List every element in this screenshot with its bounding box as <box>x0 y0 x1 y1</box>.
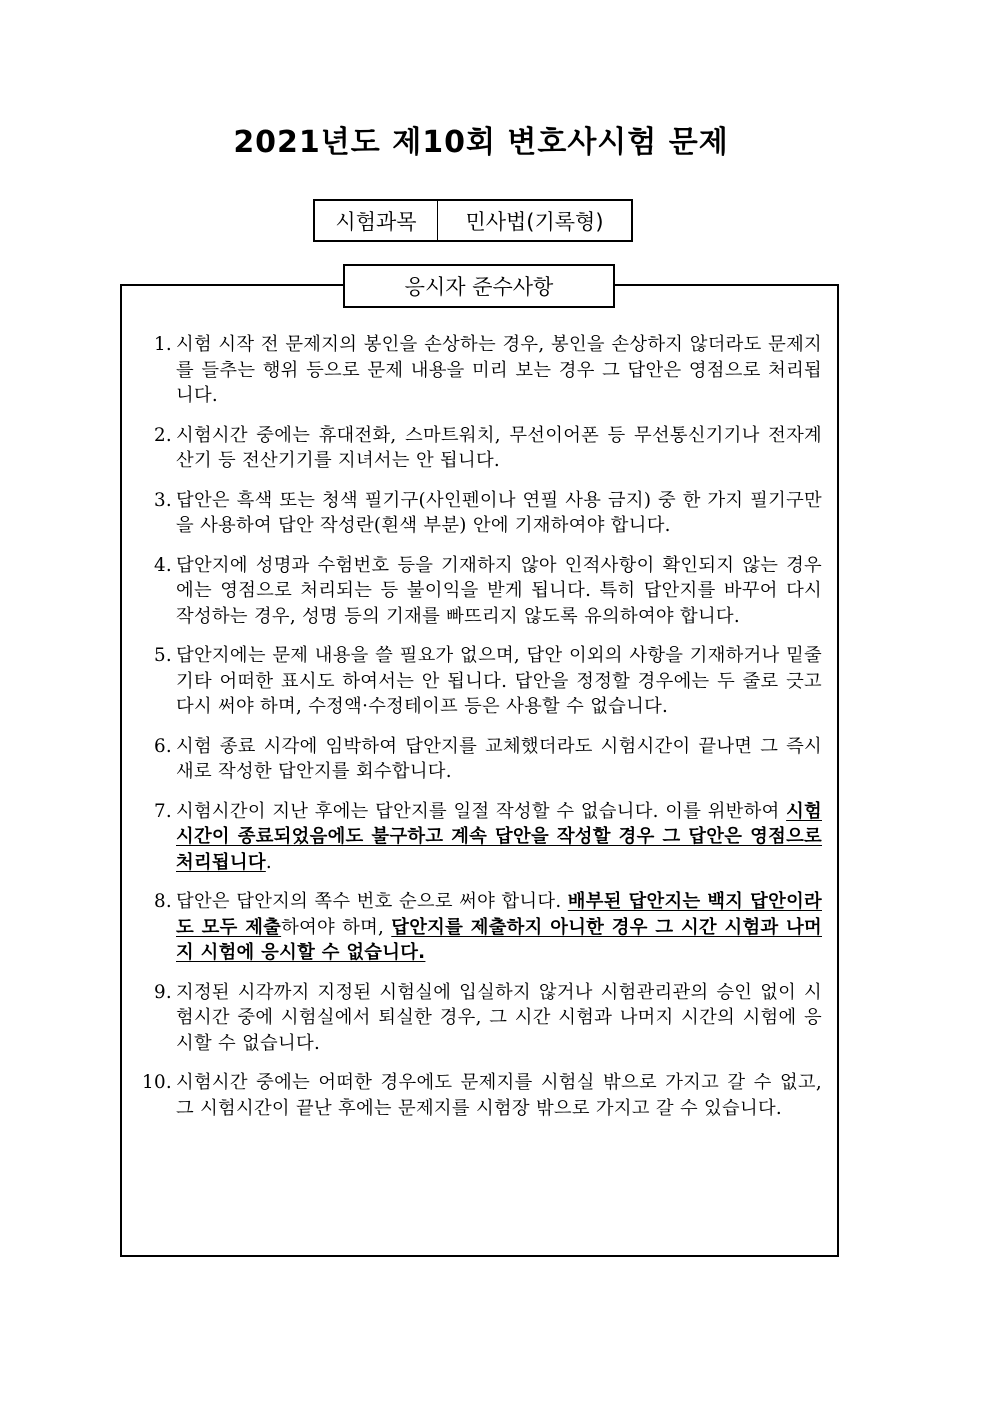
rule-item-9 <box>140 980 822 1057</box>
rule-text: 시험시간 중에는 어떠한 경우에도 문제지를 시험실 밖으로 가지고 갈 수 없고, 그 시험시간이 끝난 후에는 문제지를 시험장 밖으로 가지고 갈 수 있습니다. <box>176 1072 822 1119</box>
rule-text: 시험 시작 전 문제지의 봉인을 손상하는 경우, 봉인을 손상하지 않더라도 문제지를 들추는 행위 등으로 문제 내용을 미리 보는 경우 그 답안은 영점으로 처리됩니다. <box>176 334 822 406</box>
rule-item-4 <box>140 553 822 630</box>
page-title: 2021년도 제10회 변호사시험 문제 <box>233 125 729 160</box>
subject-value: 민사법(기록형) <box>465 209 604 234</box>
rule-number: 2. <box>153 424 172 446</box>
rule-number: 7. <box>153 800 172 822</box>
rule-number: 10. <box>142 1072 172 1093</box>
rule-number: 8. <box>153 891 172 912</box>
rule-item-7 <box>140 799 822 876</box>
rule-emphasis: 답안지를 제출하지 아니한 경우 그 시간 시험과 나머지 시험에 응시할 수 없습니다. <box>176 916 822 963</box>
rule-text: 답안지에 성명과 수험번호 등을 기재하지 않아 인적사항이 확인되지 않는 경우에는 영점으로 처리되는 등 불이익을 받게 됩니다. 특히 답안지를 바꾸어 다시 작성하는 경우, 성명 등의 기재를 빠뜨리지 않도록 유의하여야 합니다. <box>176 554 822 627</box>
rule-item-1 <box>140 332 822 409</box>
rule-number: 4. <box>153 554 172 576</box>
rule-text: . <box>265 851 272 873</box>
rule-text: 시험 종료 시각에 임박하여 답안지를 교체했더라도 시험시간이 끝나면 그 즉시 새로 작성한 답안지를 회수합니다. <box>176 735 822 782</box>
rules-list <box>140 332 822 1135</box>
rule-text: 답안은 답안지의 쪽수 번호 순으로 써야 합니다. <box>176 891 568 912</box>
subject-label: 시험과목 <box>315 201 438 240</box>
rule-item-2 <box>140 423 822 474</box>
rule-emphasis: 배부된 답안지는 백지 답안이라도 모두 제출 <box>176 891 822 938</box>
rule-number: 6. <box>153 735 172 757</box>
notice-header: 응시자 준수사항 <box>343 264 615 308</box>
rule-number: 1. <box>153 334 172 355</box>
rule-number: 9. <box>153 981 172 1003</box>
rule-item-3 <box>140 488 822 539</box>
rule-text: 시험시간이 지난 후에는 답안지를 일절 작성할 수 없습니다. 이를 위반하여 <box>176 800 787 822</box>
rule-number: 3. <box>153 489 172 511</box>
rule-number: 5. <box>153 645 172 666</box>
rule-text: 하여야 하며, <box>281 916 392 938</box>
rule-text: 답안지에는 문제 내용을 쓸 필요가 없으며, 답안 이외의 사항을 기재하거나 밑줄 기타 어떠한 표시도 하여서는 안 됩니다. 답안을 정정할 경우에는 두 줄로 긋고 다시 써야 하며, 수정액·수정테이프 등은 사용할 수 없습니다. <box>176 645 822 717</box>
rule-text: 답안은 흑색 또는 청색 필기구(사인펜이나 연필 사용 금지) 중 한 가지 필기구만을 사용하여 답안 작성란(흰색 부분) 안에 기재하여야 합니다. <box>176 489 822 536</box>
rule-item-8 <box>140 889 822 966</box>
subject-table <box>313 199 633 242</box>
rule-emphasis: 시험시간이 종료되었음에도 불구하고 계속 답안을 작성할 경우 그 답안은 영점으로 처리됩니다 <box>176 800 822 873</box>
rule-text: 시험시간 중에는 휴대전화, 스마트워치, 무선이어폰 등 무선통신기기나 전자계산기 등 전산기기를 지녀서는 안 됩니다. <box>176 424 822 471</box>
rule-item-6 <box>140 734 822 785</box>
rule-item-5 <box>140 643 822 720</box>
rule-item-10 <box>140 1070 822 1121</box>
rule-text: 지정된 시각까지 지정된 시험실에 입실하지 않거나 시험관리관의 승인 없이 시험시간 중에 시험실에서 퇴실한 경우, 그 시간 시험과 나머지 시간의 시험에 응시할 수 없습니다. <box>176 981 822 1054</box>
